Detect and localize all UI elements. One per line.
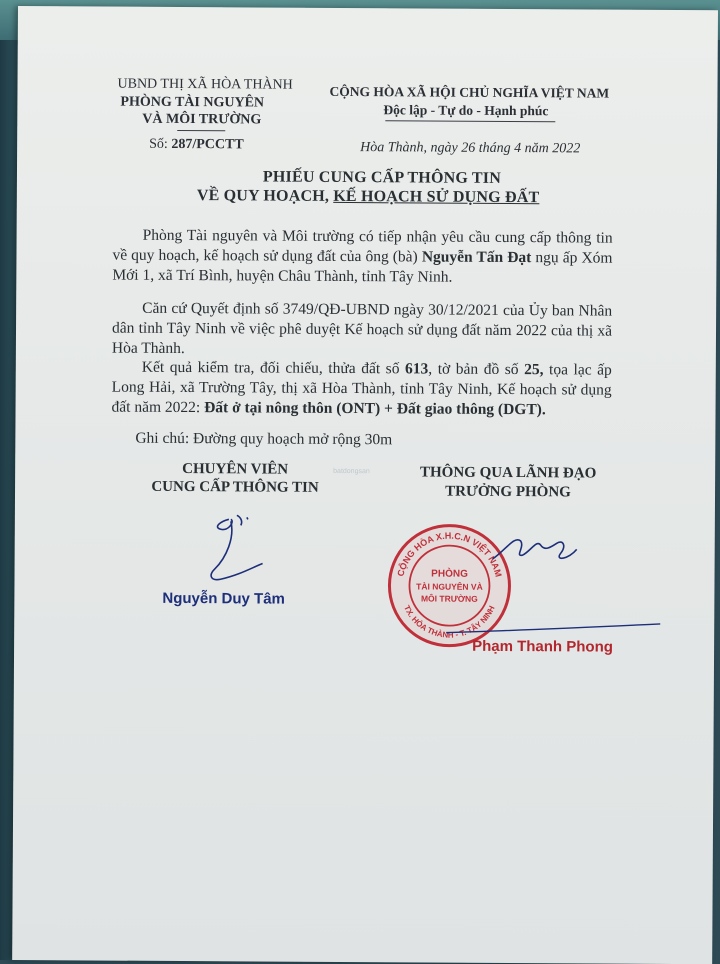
paragraph-request <box>112 226 612 289</box>
right-signature-icon <box>485 521 595 572</box>
document-page <box>12 6 718 964</box>
doc-title-part-b: KẾ HOẠCH SỬ DỤNG ĐẤT <box>333 187 540 207</box>
p3-text-a: Kết quả kiểm tra, đối chiếu, thửa đất số <box>141 358 400 378</box>
p1-text-a: Phòng Tài nguyên và Môi trường có tiếp nhận yêu cầu cung cấp thông tin về quy hoạch, kế hoạch sử dụng đất của ông (bà) <box>112 226 613 266</box>
place-date: Hòa Thành, ngày 26 tháng 4 năm 2022 <box>360 140 581 157</box>
stamp-inner-line-2: TÀI NGUYÊN VÀ <box>416 581 483 592</box>
note: Ghi chú: Đường quy hoạch mở rộng 30m <box>135 429 393 449</box>
p3-text-b: , tờ bản đồ số <box>428 360 519 379</box>
p1-text-b: ngụ ấp Xóm Mới 1, xã Trí Bình, huyện Châu Thành, tỉnh Tây Ninh. <box>112 249 613 286</box>
org-line-1: UBND THỊ XÃ HÒA THÀNH <box>117 76 293 93</box>
right-signer-title-2: TRƯỞNG PHÒNG <box>445 483 571 501</box>
nation-title: CỘNG HÒA XÃ HỘI CHỦ NGHĨA VIỆT NAM <box>329 83 610 101</box>
paragraph-result <box>111 358 611 421</box>
stamp-inner-line-3: MÔI TRƯỜNG <box>420 593 478 604</box>
doc-title-line-1: PHIẾU CUNG CẤP THÔNG TIN <box>262 168 502 187</box>
right-signer-name: Phạm Thanh Phong <box>472 637 613 656</box>
paragraph-legal-basis: Căn cứ Quyết định số 3749/QĐ-UBND ngày 30/12/2021 của Ủy ban Nhân dân tỉnh Tây Ninh về việc phê duyệt Kế hoạch sử dụng đất năm 2022 của thị xã Hòa Thành. <box>111 299 613 358</box>
motto: Độc lập - Tự do - Hạnh phúc <box>383 102 549 119</box>
stamp-outer-text: CỘNG HÒA X.H.C.N VIỆT NAM <box>395 530 504 578</box>
p3-text-c: tọa lạc ấp Long Hải, xã Trường Tây, thị xã Hòa Thành, tỉnh Tây Ninh, Kế hoạch sử dụng đất năm 2022: <box>111 361 612 417</box>
org-line-3: VÀ MÔI TRƯỜNG <box>142 111 262 128</box>
map-sheet-number: 25, <box>524 361 544 379</box>
applicant-name: Nguyễn Tấn Đạt <box>421 248 532 267</box>
watermark: batdongsan <box>333 467 370 476</box>
parcel-number: 613 <box>405 360 429 378</box>
doc-number: 287/PCCTT <box>171 136 244 153</box>
signature-line-icon <box>444 621 664 638</box>
doc-title-line-2 <box>197 187 540 207</box>
org-line-2: PHÒNG TÀI NGUYÊN <box>120 94 265 111</box>
land-use-result: Đất ở tại nông thôn (ONT) + Đất giao thông (DGT). <box>204 399 546 419</box>
right-signer-title-1: THÔNG QUA LÃNH ĐẠO <box>419 464 597 482</box>
stamp-bottom-text: TX. HÒA THÀNH - T. TÂY NINH <box>402 603 497 640</box>
motto-underline <box>385 120 555 122</box>
doc-title-part-a: VỀ QUY HOẠCH, <box>196 187 330 205</box>
left-signer-title-2: CUNG CẤP THÔNG TIN <box>151 478 319 496</box>
org-underline <box>177 130 225 131</box>
stamp-inner-line-1: PHÒNG <box>431 568 468 580</box>
left-signer-name: Nguyễn Duy Tâm <box>162 589 285 608</box>
left-signer-title-1: CHUYÊN VIÊN <box>182 461 289 478</box>
left-signature-icon <box>190 507 291 598</box>
doc-number-label: Số: <box>149 136 168 152</box>
doc-number-line <box>149 137 244 154</box>
